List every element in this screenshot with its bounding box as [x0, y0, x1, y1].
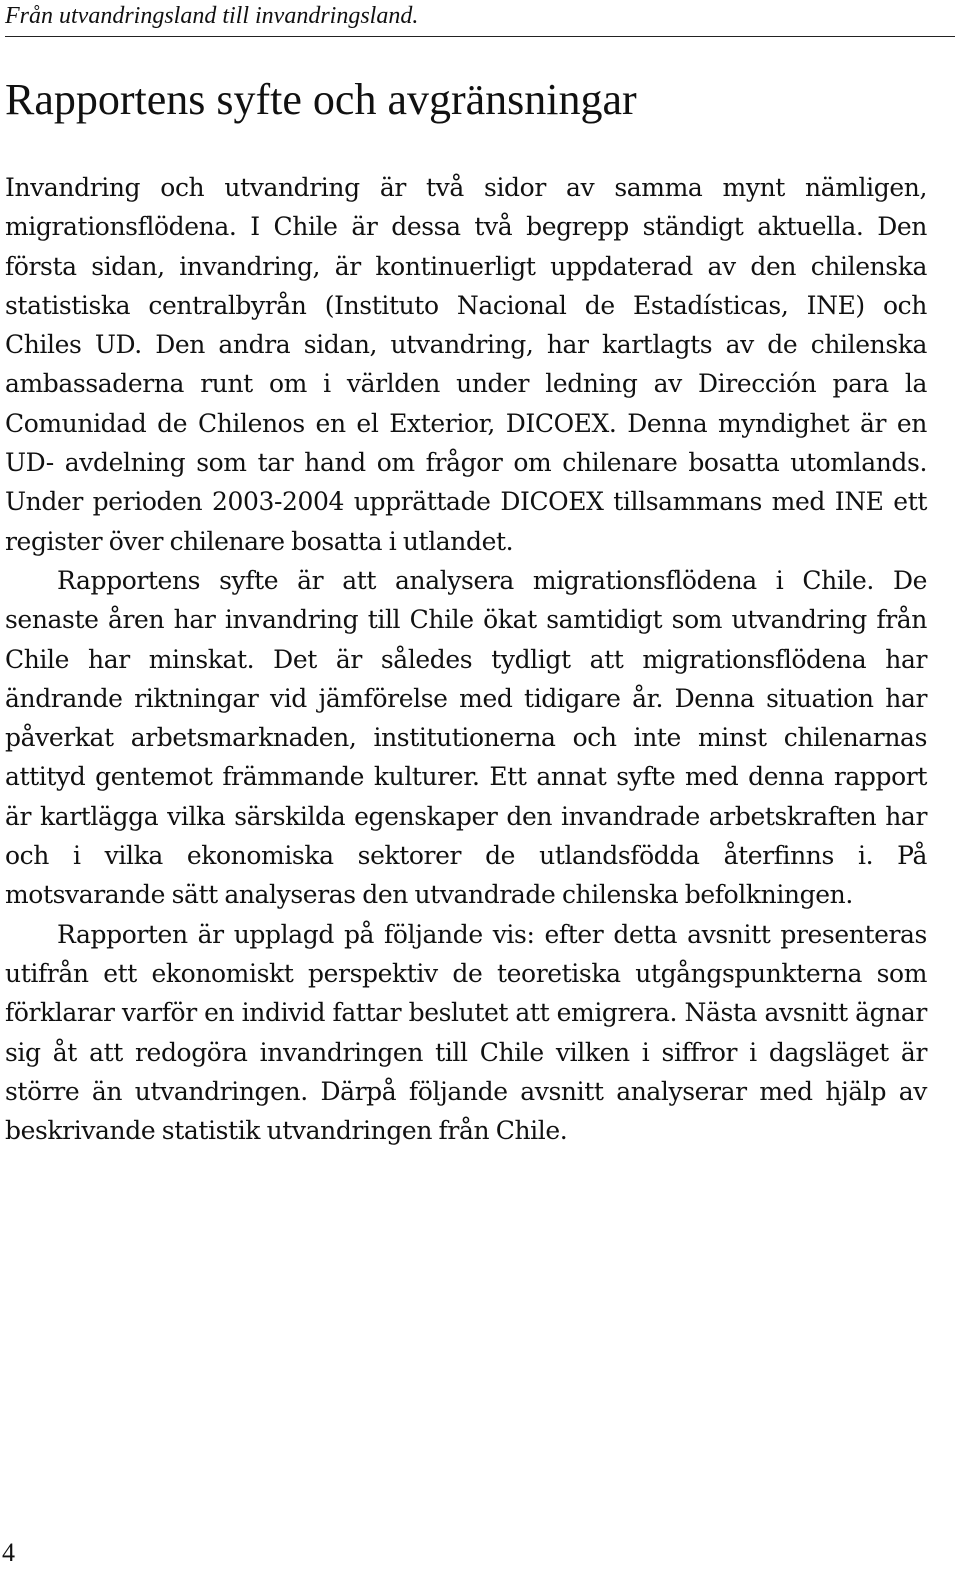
body-text [5, 168, 927, 1150]
paragraph-1: Invandring och utvandring är två sidor av samma mynt nämligen, migrationsflödena. I Chile är dessa två begrepp ständigt aktuella. Den första sidan, invandring, är kontinuerligt uppdaterad av den chilenska statistiska centralbyrån (Instituto Nacional de Estadísticas, INE) och Chiles UD. Den andra sidan, utvandring, har kartlagts av de chilenska ambassaderna runt om i världen under ledning av Dirección para la Comunidad de Chilenos en el Exterior, DICOEX. Denna myndighet är en UD- avdelning som tar hand om frågor om chilenare bosatta utomlands. Under perioden 2003-2004 upprättade DICOEX tillsammans med INE ett register över chilenare bosatta i utlandet. [5, 173, 927, 556]
running-header: Från utvandringsland till invandringsland. [5, 0, 955, 37]
paragraph-3: Rapporten är upplagd på följande vis: efter detta avsnitt presenteras utifrån ett ekonomiskt perspektiv de teoretiska utgångspunkterna som förklarar varför en individ fattar beslutet att emigrera. Nästa avsnitt ägnar sig åt att redogöra invandringen till Chile vilken i siffror i dagsläget är större än utvandringen. Därpå följande avsnitt analyserar med hjälp av beskrivande statistik utvandringen från Chile. [5, 919, 927, 1146]
page-number: 4 [2, 1538, 15, 1567]
section-title: Rapportens syfte och avgränsningar [5, 75, 637, 124]
paragraph-2: Rapportens syfte är att analysera migrationsflödena i Chile. De senaste åren har invandring till Chile ökat samtidigt som utvandring från Chile har minskat. Det är således tydligt att migrationsflödena har ändrande riktningar vid jämförelse med tidigare år. Denna situation har påverkat arbetsmarknaden, institutionerna och inte minst chilenarnas attityd gentemot främmande kulturer. Ett annat syfte med denna rapport är kartlägga vilka särskilda egenskaper den invandrade arbetskraften har och i vilka ekonomiska sektorer de utlandsfödda återfinns i. På motsvarande sätt analyseras den utvandrade chilenska befolkningen. [5, 565, 927, 910]
